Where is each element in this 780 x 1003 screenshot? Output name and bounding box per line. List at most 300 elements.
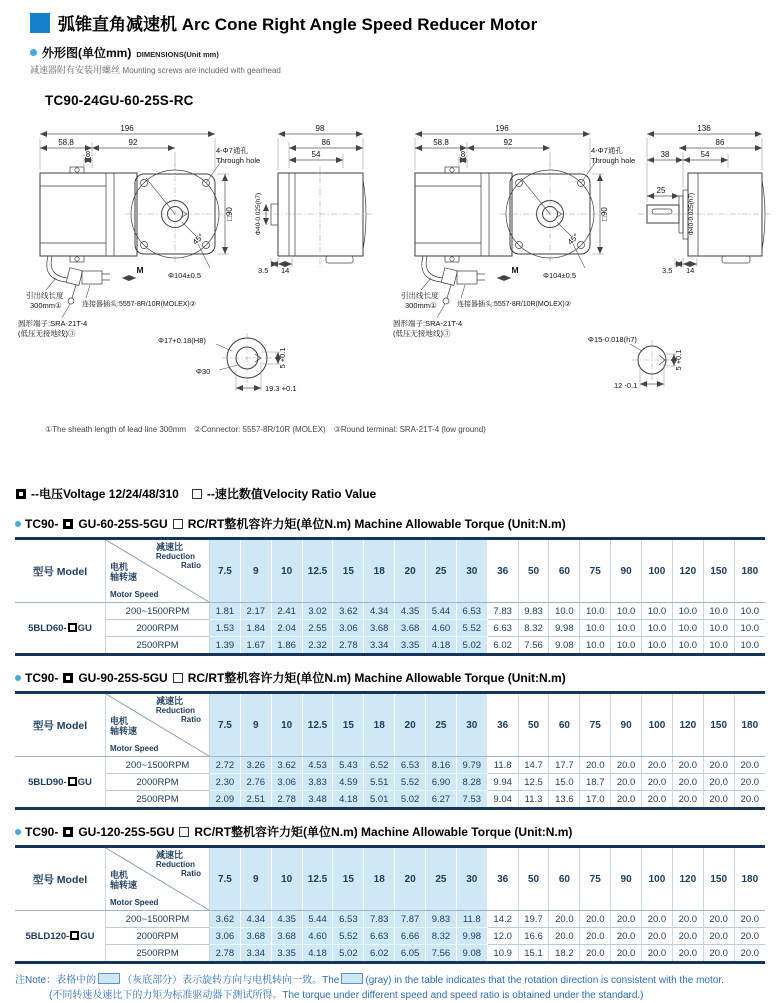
title-text: RC/RT整机容许力矩(单位N.m) Machine Allowable Torque (Unit:N.m) (187, 671, 566, 685)
torque-value-cell: 5.52 (456, 620, 487, 637)
table-header-row (15, 847, 765, 911)
title-text: RC/RT整机容许力矩(单位N.m) Machine Allowable Torque (Unit:N.m) (187, 517, 566, 531)
torque-value-cell: 10.0 (672, 603, 703, 620)
torque-value-cell: 9.79 (456, 757, 487, 774)
torque-value-cell: 6.53 (456, 603, 487, 620)
torque-value-cell: 7.53 (456, 791, 487, 809)
torque-value-cell: 5.43 (333, 757, 364, 774)
torque-value-cell: 11.8 (487, 757, 518, 774)
ratio-column-header: 150 (703, 539, 734, 603)
torque-value-cell: 2.17 (240, 603, 271, 620)
torque-value-cell: 20.0 (703, 774, 734, 791)
torque-value-cell: 6.02 (487, 637, 518, 655)
torque-row (15, 945, 765, 963)
ratio-column-header: 10 (271, 539, 302, 603)
reduction-ratio-zh: 减速比 (155, 696, 183, 706)
torque-value-cell: 3.34 (364, 637, 395, 655)
title-text: GU-90-25S-5GU (78, 670, 168, 685)
ratio-column-header: 10 (271, 847, 302, 911)
torque-value-cell: 6.90 (426, 774, 457, 791)
ratio-speed-header (106, 847, 210, 911)
bullet-icon (15, 521, 21, 527)
model-code: TC90-24GU-60-25S-RC (45, 93, 194, 108)
torque-value-cell: 2.55 (302, 620, 333, 637)
torque-value-cell: 19.7 (518, 911, 549, 928)
title-text: RC/RT整机容许力矩(单位N.m) Machine Allowable Torque (Unit:N.m) (194, 825, 573, 839)
reduction-label: Reduction (155, 706, 195, 715)
torque-value-cell: 20.0 (549, 911, 580, 928)
table-header-row (15, 693, 765, 757)
torque-value-cell: 8.28 (456, 774, 487, 791)
torque-value-cell: 2.30 (210, 774, 241, 791)
torque-value-cell: 6.27 (426, 791, 457, 809)
ratio-column-header: 120 (672, 539, 703, 603)
torque-value-cell: 20.0 (703, 791, 734, 809)
torque-value-cell: 3.68 (240, 928, 271, 945)
gray-swatch-icon (341, 973, 363, 984)
torque-value-cell: 20.0 (580, 945, 611, 963)
voltage-box-icon (16, 489, 26, 499)
torque-value-cell: 2.72 (210, 757, 241, 774)
model-text: GU (77, 776, 92, 788)
ratio-column-header: 60 (549, 539, 580, 603)
torque-value-cell: 5.02 (456, 637, 487, 655)
torque-value-cell: 7.83 (364, 911, 395, 928)
torque-value-cell: 2.78 (210, 945, 241, 963)
dim-25: 25 (656, 186, 666, 195)
torque-table-120 (15, 845, 765, 964)
ratio-box-icon (173, 519, 183, 529)
torque-value-cell: 18.7 (580, 774, 611, 791)
lead-length-value: 300mm① (30, 301, 62, 310)
footer-text: (gray) in the table indicates that the rotation direction is consistent with the motor. (365, 975, 724, 986)
torque-value-cell: 5.02 (333, 945, 364, 963)
key-height-label: 5 +0.1 (674, 349, 683, 371)
motor-speed-label: Motor Speed (110, 590, 159, 599)
voltage-box-icon (63, 519, 73, 529)
torque-value-cell: 1.84 (240, 620, 271, 637)
mounting-note (30, 63, 780, 76)
torque-value-cell: 10.0 (642, 620, 673, 637)
ratio-column-header: 75 (580, 847, 611, 911)
lead-length-label: 引出线长度 (26, 291, 64, 300)
torque-value-cell: 2.78 (271, 791, 302, 809)
ratio-column-header: 180 (734, 847, 765, 911)
torque-value-cell: 3.62 (333, 603, 364, 620)
torque-value-cell: 1.86 (271, 637, 302, 655)
dim-86: 86 (321, 138, 331, 147)
ratio-column-header: 30 (456, 847, 487, 911)
dim-196: 196 (120, 124, 134, 133)
ratio-column-header: 36 (487, 847, 518, 911)
torque-value-cell: 2.04 (271, 620, 302, 637)
ratio-column-header: 120 (672, 847, 703, 911)
torque-value-cell: 14.7 (518, 757, 549, 774)
terminal-label-1: 圆形端子:SRA-21T-4 (18, 319, 88, 328)
torque-value-cell: 20.0 (642, 928, 673, 945)
header-square-icon (30, 13, 50, 33)
footer-text: 注Note：表格中的 (15, 975, 97, 986)
torque-value-cell: 1.53 (210, 620, 241, 637)
model-text: 5BLD90- (28, 776, 67, 788)
dim-136: 136 (697, 124, 711, 133)
ratio-column-header: 30 (456, 539, 487, 603)
torque-value-cell: 20.0 (672, 791, 703, 809)
torque-row (15, 928, 765, 945)
model-cell (15, 603, 106, 655)
shaft-diameter-label: Φ40-0.025(h7) (688, 192, 695, 236)
ratio-column-header: 25 (426, 693, 457, 757)
ratio-box-icon (192, 489, 202, 499)
torque-value-cell: 5.52 (395, 774, 426, 791)
page-header (30, 10, 780, 35)
torque-value-cell: 14.2 (487, 911, 518, 928)
shaft-speed-zh: 轴转速 (110, 880, 138, 890)
shaft-speed-zh: 轴转速 (110, 572, 138, 582)
torque-value-cell: 10.0 (642, 603, 673, 620)
torque-value-cell: 18.2 (549, 945, 580, 963)
model-cell (15, 911, 106, 963)
bullet-icon (15, 675, 21, 681)
torque-value-cell: 3.68 (364, 620, 395, 637)
dim-38: 38 (660, 150, 670, 159)
reduction-label: Reduction (155, 860, 195, 869)
torque-value-cell: 4.35 (395, 603, 426, 620)
torque-value-cell: 2.78 (333, 637, 364, 655)
torque-value-cell: 3.06 (333, 620, 364, 637)
ratio-column-header: 60 (549, 847, 580, 911)
torque-value-cell: 4.34 (240, 911, 271, 928)
motor-speed-cell: 2000RPM (106, 620, 210, 637)
torque-value-cell: 20.0 (580, 757, 611, 774)
motor-speed-cell: 2500RPM (106, 791, 210, 809)
ratio-column-header: 50 (518, 847, 549, 911)
ratio-column-header: 50 (518, 693, 549, 757)
torque-value-cell: 15.1 (518, 945, 549, 963)
ratio-column-header: 100 (642, 693, 673, 757)
dim-8: 8 (85, 150, 91, 159)
torque-row (15, 791, 765, 809)
table-title-120 (15, 823, 780, 840)
motor-speed-cell: 2500RPM (106, 637, 210, 655)
torque-value-cell: 2.76 (240, 774, 271, 791)
ratio-column-header: 90 (611, 539, 642, 603)
through-hole-label-en: Through hole (216, 156, 261, 165)
motor-speed-cell: 200~1500RPM (106, 757, 210, 774)
shaft-detail-diameter-label: Φ15-0.018(h7) (588, 335, 637, 344)
torque-value-cell: 7.56 (426, 945, 457, 963)
torque-value-cell: 20.0 (611, 791, 642, 809)
torque-value-cell: 3.06 (271, 774, 302, 791)
torque-value-cell: 2.51 (240, 791, 271, 809)
torque-value-cell: 9.98 (456, 928, 487, 945)
left-shaft-detail (158, 333, 297, 393)
m-direction-label: M (136, 265, 144, 275)
dim-14: 14 (281, 266, 290, 275)
mounting-note-zh: 减速器附有安装用螺丝 (30, 65, 121, 75)
keyway-depth-label: 12 -0.1 (614, 381, 638, 390)
motor-speed-cell: 2500RPM (106, 945, 210, 963)
motor-zh: 电机 (110, 716, 129, 726)
bore-diameter-label: Φ17+0.18(H8) (158, 336, 206, 345)
dim-54: 54 (700, 150, 710, 159)
ratio-column-header: 18 (364, 539, 395, 603)
torque-value-cell: 1.39 (210, 637, 241, 655)
connector-label: 连接器插头:5557-8R/10R(MOLEX)② (82, 301, 197, 308)
torque-value-cell: 20.0 (642, 911, 673, 928)
torque-value-cell: 10.0 (642, 637, 673, 655)
reduction-ratio-zh: 减速比 (155, 542, 183, 552)
catalog-page (0, 10, 780, 1001)
torque-value-cell: 5.52 (333, 928, 364, 945)
ratio-column-header: 100 (642, 539, 673, 603)
dim-58-8: 58.8 (58, 138, 74, 147)
torque-value-cell: 3.06 (210, 928, 241, 945)
motor-speed-cell: 200~1500RPM (106, 603, 210, 620)
torque-value-cell: 8.32 (518, 620, 549, 637)
torque-value-cell: 4.34 (364, 603, 395, 620)
title-text: TC90- (25, 670, 59, 685)
torque-value-cell: 17.7 (549, 757, 580, 774)
motor-speed-cell: 2000RPM (106, 928, 210, 945)
torque-value-cell: 20.0 (734, 911, 765, 928)
table-title-90 (15, 669, 780, 686)
torque-value-cell: 20.0 (734, 774, 765, 791)
angle-label: 45° (190, 231, 206, 247)
title-text: TC90- (25, 824, 59, 839)
footer-note (15, 973, 780, 1003)
torque-value-cell: 3.68 (271, 928, 302, 945)
ratio-label: Ratio (181, 869, 201, 878)
torque-row (15, 911, 765, 928)
torque-row (15, 774, 765, 791)
voltage-box-icon (63, 827, 73, 837)
outer-diameter-label: Φ30 (196, 367, 211, 376)
motor-speed-cell: 200~1500RPM (106, 911, 210, 928)
torque-row (15, 757, 765, 774)
torque-value-cell: 10.0 (580, 620, 611, 637)
torque-value-cell: 10.0 (672, 637, 703, 655)
ratio-column-header: 25 (426, 539, 457, 603)
torque-value-cell: 20.0 (703, 928, 734, 945)
symbol-legend (15, 485, 780, 502)
torque-value-cell: 6.52 (364, 757, 395, 774)
model-text: GU (80, 930, 95, 942)
torque-value-cell: 6.63 (364, 928, 395, 945)
torque-value-cell: 5.51 (364, 774, 395, 791)
ratio-column-header: 180 (734, 693, 765, 757)
footer-text: （灰底部分）表示旋转方向与电机转向一致。The (122, 975, 340, 986)
torque-value-cell: 20.0 (611, 928, 642, 945)
torque-value-cell: 5.02 (395, 791, 426, 809)
torque-value-cell: 8.32 (426, 928, 457, 945)
torque-value-cell: 10.0 (549, 603, 580, 620)
terminal-label-2: (低压无接地线)③ (18, 329, 76, 338)
ratio-column-header: 15 (333, 847, 364, 911)
ratio-column-header: 12.5 (302, 539, 333, 603)
ratio-column-header: 36 (487, 539, 518, 603)
torque-value-cell: 8.16 (426, 757, 457, 774)
torque-value-cell: 20.0 (642, 757, 673, 774)
model-text: 5BLD60- (28, 622, 67, 634)
torque-value-cell: 9.83 (518, 603, 549, 620)
ratio-column-header: 7.5 (210, 539, 241, 603)
ratio-column-header: 15 (333, 693, 364, 757)
torque-value-cell: 4.53 (302, 757, 333, 774)
footer-line-1 (15, 973, 780, 988)
torque-value-cell: 20.0 (611, 945, 642, 963)
ratio-column-header: 60 (549, 693, 580, 757)
ratio-column-header: 7.5 (210, 847, 241, 911)
voltage-box-icon (70, 931, 79, 940)
torque-value-cell: 7.83 (487, 603, 518, 620)
ratio-column-header: 9 (240, 847, 271, 911)
dim-92: 92 (128, 138, 138, 147)
footer-line-2: (不同转速及速比下的力矩为标准驱动器下测试所得。The torque under different speed and speed ratio is obtained under the standard.) (49, 990, 644, 1001)
torque-value-cell: 10.0 (734, 620, 765, 637)
model-cell (15, 757, 106, 809)
motor-speed-label: Motor Speed (110, 744, 159, 753)
torque-value-cell: 12.5 (518, 774, 549, 791)
ratio-speed-header (106, 539, 210, 603)
torque-value-cell: 4.60 (426, 620, 457, 637)
voltage-box-icon (68, 623, 77, 632)
torque-value-cell: 20.0 (734, 928, 765, 945)
torque-value-cell: 4.60 (302, 928, 333, 945)
table-header-row (15, 539, 765, 603)
legend-voltage: --电压Voltage 12/24/48/310 (31, 487, 179, 501)
reduction-label: Reduction (155, 552, 195, 561)
torque-value-cell: 16.6 (518, 928, 549, 945)
dimensions-heading (30, 44, 780, 61)
torque-value-cell: 10.0 (611, 620, 642, 637)
model-column-header: 型号 Model (15, 693, 106, 757)
torque-value-cell: 4.18 (302, 945, 333, 963)
torque-value-cell: 3.02 (302, 603, 333, 620)
torque-value-cell: 10.0 (734, 603, 765, 620)
model-text: GU (77, 622, 92, 634)
reduction-ratio-zh: 减速比 (155, 850, 183, 860)
torque-value-cell: 9.08 (549, 637, 580, 655)
dimensions-heading-zh: 外形图(单位mm) (42, 46, 132, 60)
bolt-circle-label: Φ104±0.5 (168, 271, 202, 280)
torque-value-cell: 20.0 (611, 911, 642, 928)
torque-value-cell: 20.0 (672, 945, 703, 963)
shaft-diameter-label: Φ40-0.025(h7) (255, 192, 262, 236)
torque-value-cell: 6.05 (395, 945, 426, 963)
torque-value-cell: 9.94 (487, 774, 518, 791)
dimensions-heading-en: DIMENSIONS(Unit mm) (136, 50, 219, 59)
right-shaft-detail (588, 335, 683, 390)
keyway-width-label: 19.3 +0.1 (265, 384, 297, 393)
front-view-drawing (18, 124, 260, 338)
torque-row (15, 603, 765, 620)
motor-speed-label: Motor Speed (110, 898, 159, 907)
torque-value-cell: 12.0 (487, 928, 518, 945)
dim-3-5: 3.5 (662, 266, 673, 275)
ratio-column-header: 18 (364, 693, 395, 757)
torque-value-cell: 10.0 (703, 603, 734, 620)
torque-value-cell: 10.0 (672, 620, 703, 637)
ratio-column-header: 12.5 (302, 847, 333, 911)
torque-value-cell: 20.0 (642, 774, 673, 791)
torque-value-cell: 3.26 (240, 757, 271, 774)
right-dimension-drawing (382, 108, 774, 420)
ratio-column-header: 7.5 (210, 693, 241, 757)
ratio-column-header: 90 (611, 847, 642, 911)
torque-value-cell: 3.48 (302, 791, 333, 809)
torque-value-cell: 1.67 (240, 637, 271, 655)
voltage-box-icon (68, 777, 77, 786)
ratio-column-header: 75 (580, 539, 611, 603)
ratio-box-icon (173, 673, 183, 683)
square-90-label: □90 (225, 207, 234, 221)
torque-value-cell: 6.53 (333, 911, 364, 928)
torque-value-cell: 17.0 (580, 791, 611, 809)
bullet-icon (30, 49, 37, 56)
ratio-column-header: 90 (611, 693, 642, 757)
ratio-column-header: 9 (240, 693, 271, 757)
ratio-label: Ratio (181, 561, 201, 570)
title-text: TC90- (25, 516, 59, 531)
dim-3-5: 3.5 (258, 266, 269, 275)
torque-value-cell: 20.0 (642, 945, 673, 963)
ratio-column-header: 18 (364, 847, 395, 911)
ratio-column-header: 150 (703, 847, 734, 911)
key-height-label: 5 +0.1 (278, 347, 287, 369)
torque-value-cell: 3.62 (271, 757, 302, 774)
torque-value-cell: 5.44 (426, 603, 457, 620)
torque-value-cell: 20.0 (734, 945, 765, 963)
torque-value-cell: 4.59 (333, 774, 364, 791)
torque-value-cell: 13.6 (549, 791, 580, 809)
torque-value-cell: 15.0 (549, 774, 580, 791)
left-side-view (255, 124, 372, 275)
model-text: 5BLD120- (25, 930, 70, 942)
dim-54: 54 (311, 150, 321, 159)
ratio-column-header: 150 (703, 693, 734, 757)
torque-value-cell: 2.41 (271, 603, 302, 620)
ratio-column-header: 10 (271, 693, 302, 757)
ratio-column-header: 180 (734, 539, 765, 603)
torque-value-cell: 10.0 (734, 637, 765, 655)
torque-value-cell: 20.0 (703, 911, 734, 928)
torque-value-cell: 1.81 (210, 603, 241, 620)
torque-value-cell: 3.34 (240, 945, 271, 963)
torque-value-cell: 6.02 (364, 945, 395, 963)
torque-value-cell: 20.0 (580, 928, 611, 945)
voltage-box-icon (63, 673, 73, 683)
torque-value-cell: 20.0 (734, 757, 765, 774)
ratio-speed-header (106, 693, 210, 757)
right-side-view (638, 124, 772, 275)
ratio-column-header: 15 (333, 539, 364, 603)
through-hole-label-zh: 4-Φ7通孔 (216, 146, 248, 155)
torque-value-cell: 9.08 (456, 945, 487, 963)
torque-value-cell: 20.0 (703, 945, 734, 963)
model-column-header: 型号 Model (15, 539, 106, 603)
dim-98: 98 (315, 124, 325, 133)
ratio-box-icon (179, 827, 189, 837)
torque-value-cell: 6.53 (395, 757, 426, 774)
torque-value-cell: 3.62 (210, 911, 241, 928)
torque-value-cell: 2.09 (210, 791, 241, 809)
torque-value-cell: 20.0 (672, 757, 703, 774)
ratio-column-header: 25 (426, 847, 457, 911)
torque-value-cell: 9.83 (426, 911, 457, 928)
mounting-note-en: Mounting screws are included with gearhead (122, 66, 281, 75)
torque-row (15, 620, 765, 637)
